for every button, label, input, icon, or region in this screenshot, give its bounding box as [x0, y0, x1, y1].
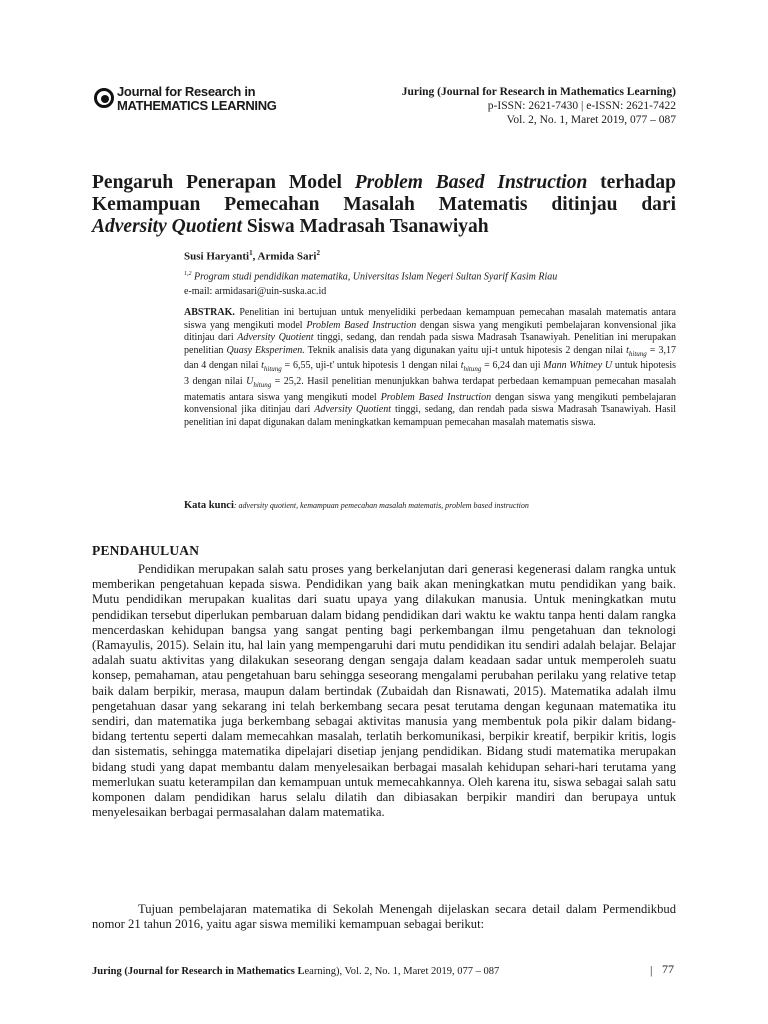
footer-separator: |: [650, 963, 653, 977]
footer-citation: Juring (Journal for Research in Mathematics Learning), Vol. 2, No. 1, Maret 2019, 077 – 087: [92, 966, 500, 977]
keywords: [184, 500, 676, 511]
paper-title: [92, 172, 676, 238]
journal-logo: [92, 84, 277, 116]
email: e-mail: armidasari@uin-suska.ac.id: [184, 286, 327, 297]
title-line1: Pengaruh Penerapan Model Problem Based Instruction terhadap: [92, 172, 676, 193]
logo-line2: MATHEMATICS LEARNING: [117, 98, 277, 113]
abstract-label: ABSTRAK.: [184, 307, 235, 318]
affiliation: $^{1,2}$ Program studi pendidikan matematika, Universitas Islam Negeri Sultan Syarif Kasim Riau: [184, 271, 558, 283]
journal-name: Juring (Journal for Research in Mathematics Learning): [401, 86, 676, 98]
abstract: ABSTRAK. Penelitian ini bertujuan untuk menyelidiki perbedaan kemampuan pemecahan masalah matematis antara siswa yang mengikuti model Problem Based Instruction dengan siswa yang mengikuti pembelajaran konvensional jika ditinjau dari Adversity Quotient tinggi, sedang, dan rendah pada siswa Madrasah Tsanawiyah. Penelitian ini merupakan penelitian Quasy Eksperimen. Teknik analisis data yang digunakan yaitu uji-t untuk hipotesis 2 dengan nilai $t_{hitung} = 3,17$ dan 4 dengan nilai $t_{hitung} = 6,55$, uji-t' untuk hipotesis 1 dengan nilai $t_{hitung} = 6,24$ dan uji Mann Whitney U untuk hipotesis 3 dengan nilai $U_{hitung} = 25,2$. Hasil penelitian menunjukkan bahwa terdapat perbedaan kemampuan pemecahan masalah matematis antara siswa yang mengikuti model Problem Based Instruction dengan siswa yang mengikuti pembelajaran konvensional jika ditinjau dari Adversity Quotient tinggi, sedang, dan rendah pada siswa Madrasah Tsanawiyah. Hasil penelitian ini dapat digunakan dalam meningkatkan kemampuan pemecahan masalah matematis siswa.: [184, 307, 677, 428]
title-line2: Kemampuan Pemecahan Masalah Matematis ditinjau dari: [92, 194, 676, 215]
issn: p-ISSN: 2621-7430 | e-ISSN: 2621-7422: [487, 100, 676, 112]
keywords-values: : adversity quotient, kemampuan pemecahan masalah matematis, problem based instruction: [233, 501, 529, 510]
volume-info: Vol. 2, No. 1, Maret 2019, 077 – 087: [506, 114, 676, 126]
keywords-label: Kata kunci: [184, 500, 234, 511]
page-number: 77: [662, 962, 674, 976]
authors: Susi Haryanti$^1$, Armida Sari$^2$: [184, 249, 320, 263]
title-line3: Adversity Quotient Siswa Madrasah Tsanawiyah: [92, 216, 489, 237]
paragraph-1: Pendidikan merupakan salah satu proses yang berkelanjutan dari generasi kegenerasi dalam rangka untuk memberikan pengetahuan kepada siswa. Pendidikan yang baik akan meningkatkan mutu pendidikan yang baik. Mutu pendidikan merupakan kualitas dari suatu upaya yang dilakukan manusia. Untuk meningkatkan mutu pendidikan tersebut diperlukan pembaruan dalam bidang pendidikan dari waktu ke waktu tanpa henti dalam rangka mencerdaskan kehidupan bangsa yang sangat penting bagi perkembangan ilmu pengetahuan dan teknologi (Ramayulis, 2015). Selain itu, hal lain yang mempengaruhi dari mutu pendidikan itu sendiri adalah belajar. Belajar adalah suatu aktivitas yang dilakukan seseorang dengan sengaja dalam keadaan sadar untuk memperoleh suatu konsep, pemahaman, atau pengetahuan baru sehingga seseorang mengalami perubahan perilaku yang relative tetap baik dalam berpikir, merasa, maupun dalam bertindak (Zubaidah dan Risnawati, 2015). Matematika adalah ilmu pengetahuan dasar yang sekarang ini telah berkembang secara pesat terutama dengan kegunaan matematika itu sendiri, dan matematika juga berkembang sebagai aktivitas manusia yang membentuk pola pikir dalam bidang-bidang tertentu seperti dalam memecahkan masalah, terlatih berkomunikasi, berpikir kreatif, berpikir kritis, logis dan sistematis, sehingga matematika dipelajari disetiap jenjang pendidikan. Bidang studi matematika merupakan bidang studi yang dapat membantu dalam menyelesaikan berbagai masalah kehidupan sehari-hari terutama yang memerlukan suatu keterampilan dan kemampuan untuk memecahkannya. Oleh karena itu, siswa sebagai salah satu komponen dalam pendidikan harus selalu dilatih dan dibiasakan berpikir mandiri dan berupaya untuk menyelesaikan berbagai permasalahan dalam matematika.: [92, 562, 676, 820]
logo-circle-icon: [94, 88, 114, 108]
logo-line1: Journal for Research in: [117, 84, 256, 99]
section-heading: PENDAHULUAN: [92, 543, 200, 558]
paragraph-2: Tujuan pembelajaran matematika di Sekolah Menengah dijelaskan secara detail dalam Permendikbud nomor 21 tahun 2016, yaitu agar siswa memiliki kemampuan sebagai berikut:: [92, 902, 676, 932]
